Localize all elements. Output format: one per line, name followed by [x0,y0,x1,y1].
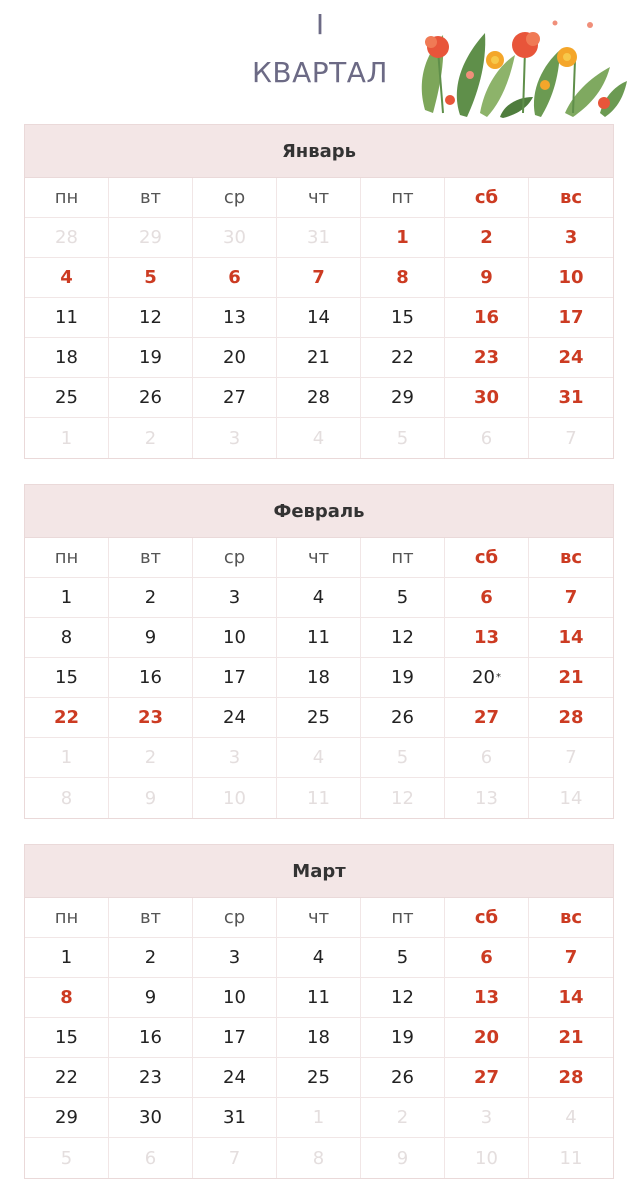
day-number: 18 [55,347,78,368]
day-cell-other-month [361,1138,445,1178]
day-cell-other-month [277,218,361,258]
day-number: 14 [559,787,583,809]
day-number: 23 [473,347,500,368]
day-number: 3 [228,427,241,449]
day-number: 22 [391,347,414,368]
day-cell-holiday [25,258,109,298]
month-block [24,124,614,459]
day-number: 17 [223,667,246,688]
day-number: 11 [307,627,330,648]
day-cell [193,1098,277,1138]
day-number: 5 [396,427,409,449]
day-cell-holiday [529,1058,613,1098]
day-cell [109,1058,193,1098]
day-cell-holiday [445,1018,529,1058]
month-grid [25,538,613,818]
day-number: 4 [312,947,325,968]
day-number: 7 [228,1147,241,1169]
day-cell-holiday [445,258,529,298]
day-number: 3 [228,587,241,608]
day-cell [25,938,109,978]
day-number: 2 [144,587,157,608]
day-cell-holiday [445,298,529,338]
day-cell [25,618,109,658]
flowers-illustration [405,5,635,120]
day-number: 31 [558,387,584,408]
weekday-header: сб [445,538,529,578]
month-grid [25,898,613,1178]
day-number: 5 [60,1147,73,1169]
day-cell-other-month [445,1138,529,1178]
day-number: 30 [223,227,246,248]
day-number: 14 [558,627,584,648]
day-number: 2 [144,947,157,968]
day-cell [361,1058,445,1098]
day-cell-other-month [529,778,613,818]
day-cell [193,698,277,738]
day-number: 6 [480,427,493,449]
day-cell-other-month [193,778,277,818]
day-cell-other-month [25,778,109,818]
day-cell-other-month [529,1138,613,1178]
day-number: 5 [144,267,157,288]
day-number: 28 [307,387,330,408]
day-number: 20 [223,347,246,368]
day-number: 26 [139,387,162,408]
day-cell-other-month [25,1138,109,1178]
day-cell-other-month [529,418,613,458]
day-cell [193,618,277,658]
day-number: 6 [480,947,493,968]
day-cell-other-month [193,218,277,258]
day-cell [25,578,109,618]
day-number: 5 [396,587,409,608]
day-cell [277,1058,361,1098]
day-number: 9 [144,627,157,648]
day-number: 4 [565,1107,577,1128]
day-number: 31 [307,227,330,248]
day-number: 17 [558,307,584,328]
day-cell-holiday [445,978,529,1018]
weekday-header: вт [109,178,193,218]
day-cell-other-month [445,778,529,818]
day-cell-other-month [361,418,445,458]
weekday-header: ср [193,178,277,218]
day-cell [277,298,361,338]
day-cell [361,338,445,378]
day-cell-other-month [109,738,193,778]
day-cell [193,658,277,698]
day-cell-holiday [529,258,613,298]
day-number: 8 [396,267,409,288]
month-grid [25,178,613,458]
day-cell [25,298,109,338]
day-number: 15 [391,307,414,328]
day-cell-other-month [277,1138,361,1178]
day-number: 8 [60,987,73,1008]
month-title: Февраль [25,485,613,538]
day-cell [361,978,445,1018]
weekday-header: вс [529,178,613,218]
day-cell-holiday [361,258,445,298]
weekday-header: чт [277,898,361,938]
day-number: 4 [312,587,325,608]
weekday-header: вт [109,898,193,938]
day-number: 30 [139,1107,162,1128]
weekday-header: пт [361,538,445,578]
day-cell [193,578,277,618]
day-cell-holiday [193,258,277,298]
day-number: 21 [307,347,330,368]
day-number: 1 [60,747,73,768]
day-cell-other-month [25,418,109,458]
day-cell-other-month [109,1138,193,1178]
quarter-label: КВАРТАЛ [252,56,388,89]
day-number: 28 [55,227,78,248]
day-cell-other-month [109,218,193,258]
day-cell [361,618,445,658]
day-number: 12 [391,987,414,1008]
day-number: 7 [565,427,577,449]
day-number: 5 [396,747,409,768]
day-cell [109,578,193,618]
day-number: 8 [60,627,73,648]
day-cell [193,978,277,1018]
day-cell [109,378,193,418]
day-cell [109,938,193,978]
weekday-header: сб [445,178,529,218]
day-number: 6 [480,587,493,608]
day-cell-holiday [529,698,613,738]
day-number: 3 [480,1107,493,1128]
day-cell [277,978,361,1018]
day-number: 19 [391,1027,414,1048]
day-number: 24 [558,347,584,368]
shortened-day-mark: * [495,672,501,683]
day-cell [277,658,361,698]
day-cell-holiday [445,1058,529,1098]
day-cell-other-month [361,738,445,778]
day-cell-holiday [529,618,613,658]
day-number: 29 [391,387,414,408]
day-number: 2 [396,1107,409,1128]
day-number: 13 [223,307,246,328]
day-number: 13 [473,627,500,648]
day-cell [361,1018,445,1058]
day-number: 8 [312,1147,325,1169]
day-number: 13 [473,987,500,1008]
day-number: 10 [558,267,584,288]
day-cell [109,978,193,1018]
day-number: 20 [472,667,495,688]
day-cell-holiday [25,978,109,1018]
day-number: 10 [475,1147,498,1169]
day-cell [25,338,109,378]
day-cell-holiday [529,658,613,698]
day-number: 22 [53,707,80,728]
day-cell [361,938,445,978]
day-cell [361,578,445,618]
day-number: 25 [307,1067,330,1088]
month-block [24,844,614,1179]
day-number: 3 [228,947,241,968]
day-cell-other-month [361,778,445,818]
day-cell-other-month [109,418,193,458]
day-cell-holiday [445,938,529,978]
day-number: 18 [307,667,330,688]
month-title: Март [25,845,613,898]
month-block [24,484,614,819]
day-number: 7 [565,747,577,768]
weekday-header: чт [277,538,361,578]
day-number: 1 [396,227,409,248]
day-cell-other-month [445,418,529,458]
day-cell [25,378,109,418]
day-number: 9 [144,787,157,809]
day-cell [277,1018,361,1058]
weekday-header: сб [445,898,529,938]
weekday-header: ср [193,538,277,578]
day-number: 2 [144,747,157,768]
day-cell [109,618,193,658]
day-cell [445,658,529,698]
day-number: 28 [558,707,584,728]
day-number: 31 [223,1107,246,1128]
day-number: 5 [396,947,409,968]
day-cell [277,698,361,738]
day-number: 7 [564,587,578,608]
weekday-header: пт [361,178,445,218]
day-number: 1 [60,587,73,608]
day-cell-holiday [529,378,613,418]
day-number: 1 [312,1107,325,1128]
day-number: 11 [559,1147,583,1169]
day-number: 25 [307,707,330,728]
day-cell-holiday [445,218,529,258]
day-number: 11 [55,307,78,328]
day-cell [277,618,361,658]
day-cell [193,298,277,338]
day-number: 2 [144,427,157,449]
day-number: 8 [60,787,73,809]
day-number: 20 [473,1027,500,1048]
day-cell-other-month [277,418,361,458]
day-cell-other-month [25,218,109,258]
day-number: 7 [564,947,578,968]
day-cell [193,1018,277,1058]
day-cell-holiday [445,698,529,738]
day-number: 18 [307,1027,330,1048]
day-cell-holiday [529,978,613,1018]
day-number: 12 [139,307,162,328]
day-cell-holiday [529,578,613,618]
day-number: 11 [307,787,330,809]
day-number: 25 [55,387,78,408]
day-cell-other-month [277,1098,361,1138]
day-number: 9 [144,987,157,1008]
day-number: 27 [223,387,246,408]
day-number: 29 [139,227,162,248]
day-number: 29 [55,1107,78,1128]
day-number: 13 [475,787,498,809]
day-number: 14 [558,987,584,1008]
weekday-header: ср [193,898,277,938]
day-cell [277,578,361,618]
day-number: 4 [60,267,73,288]
weekday-header: вс [529,538,613,578]
day-cell [109,658,193,698]
day-number: 19 [391,667,414,688]
weekday-header: пн [25,538,109,578]
day-number: 2 [480,227,493,248]
day-cell-holiday [529,298,613,338]
day-number: 17 [223,1027,246,1048]
day-number: 19 [139,347,162,368]
day-cell [193,378,277,418]
day-cell [361,698,445,738]
day-cell [361,658,445,698]
day-cell [109,1018,193,1058]
day-cell-other-month [193,1138,277,1178]
day-cell [109,298,193,338]
day-number: 4 [312,747,325,768]
day-number: 6 [480,747,493,768]
day-number: 10 [223,987,246,1008]
day-cell-holiday [361,218,445,258]
quarter-header [0,0,638,120]
day-number: 27 [473,707,500,728]
day-cell [277,338,361,378]
day-cell-holiday [445,618,529,658]
day-cell-holiday [445,578,529,618]
day-cell [25,658,109,698]
day-cell [193,1058,277,1098]
day-number: 12 [391,627,414,648]
day-number: 3 [564,227,578,248]
day-cell [109,1098,193,1138]
day-number: 16 [473,307,500,328]
day-cell-holiday [445,338,529,378]
day-number: 26 [391,1067,414,1088]
day-number: 14 [307,307,330,328]
day-cell-other-month [193,418,277,458]
day-number: 23 [139,1067,162,1088]
weekday-header: пт [361,898,445,938]
weekday-header: вт [109,538,193,578]
day-number: 3 [228,747,241,768]
day-number: 6 [228,267,241,288]
day-number: 22 [55,1067,78,1088]
day-cell-other-month [445,1098,529,1138]
day-cell-holiday [529,938,613,978]
day-number: 16 [139,667,162,688]
day-number: 21 [558,667,584,688]
day-cell-other-month [193,738,277,778]
day-cell [193,338,277,378]
day-number: 7 [312,267,325,288]
day-number: 9 [480,267,493,288]
day-cell-holiday [277,258,361,298]
day-cell [361,298,445,338]
day-cell [277,938,361,978]
day-number: 15 [55,667,78,688]
day-cell-holiday [109,698,193,738]
day-number: 16 [139,1027,162,1048]
day-number: 24 [223,1067,246,1088]
quarter-number: I [315,8,325,41]
day-cell-other-month [277,738,361,778]
day-number: 10 [223,627,246,648]
month-title: Январь [25,125,613,178]
day-cell-holiday [529,338,613,378]
day-cell [193,938,277,978]
day-cell-other-month [277,778,361,818]
day-number: 9 [396,1147,409,1169]
day-number: 24 [223,707,246,728]
day-number: 4 [312,427,325,449]
day-cell-other-month [529,738,613,778]
day-cell-holiday [445,378,529,418]
day-cell-other-month [25,738,109,778]
day-number: 30 [473,387,500,408]
day-number: 11 [307,987,330,1008]
weekday-header: чт [277,178,361,218]
day-number: 6 [144,1147,157,1169]
day-cell-holiday [529,1018,613,1058]
day-cell [25,1098,109,1138]
day-cell-other-month [445,738,529,778]
day-number: 1 [60,427,73,449]
day-cell [361,378,445,418]
day-number: 27 [473,1067,500,1088]
day-cell-holiday [109,258,193,298]
day-cell [109,338,193,378]
weekday-header: вс [529,898,613,938]
day-cell-other-month [109,778,193,818]
day-number: 10 [223,787,246,809]
day-cell-holiday [529,218,613,258]
day-number: 26 [391,707,414,728]
day-cell-holiday [25,698,109,738]
weekday-header: пн [25,178,109,218]
day-number: 1 [60,947,73,968]
day-number: 23 [137,707,164,728]
day-number: 15 [55,1027,78,1048]
day-cell [25,1058,109,1098]
day-cell-other-month [361,1098,445,1138]
day-cell-other-month [529,1098,613,1138]
weekday-header: пн [25,898,109,938]
day-number: 21 [558,1027,584,1048]
day-number: 28 [558,1067,584,1088]
day-cell [25,1018,109,1058]
day-number: 12 [391,787,414,809]
day-cell [277,378,361,418]
